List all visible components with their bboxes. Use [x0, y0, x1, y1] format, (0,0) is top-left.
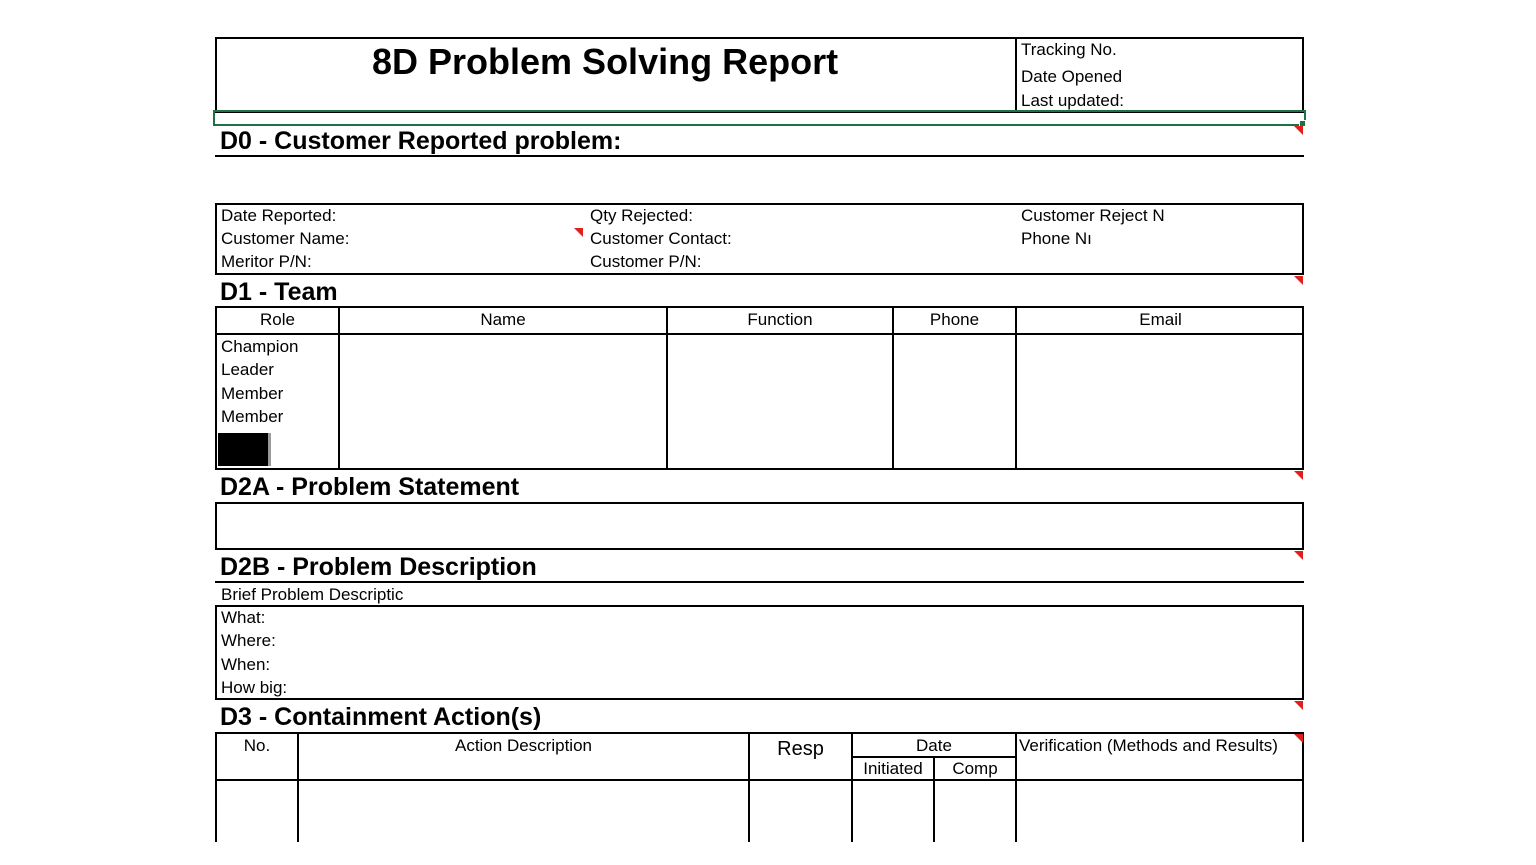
- containment-col-divider: [1015, 732, 1017, 842]
- redacted-block-edge: [268, 433, 271, 466]
- date-opened-label[interactable]: Date Opened: [1021, 67, 1123, 86]
- team-col-phone: Phone: [929, 310, 980, 329]
- how-big-label[interactable]: How big:: [221, 678, 288, 697]
- brief-description-label[interactable]: Brief Problem Descriptic: [221, 585, 404, 604]
- d2b-heading: D2B - Problem Description: [220, 553, 537, 581]
- team-role-leader[interactable]: Leader: [221, 360, 274, 379]
- report-title: 8D Problem Solving Report: [372, 41, 839, 82]
- containment-header-rule: [215, 779, 1304, 781]
- team-role-member[interactable]: Member: [221, 384, 284, 403]
- col-action-description: Action Description: [454, 736, 592, 755]
- team-col-divider: [338, 306, 340, 470]
- col-no: No.: [243, 736, 271, 755]
- team-col-email: Email: [1139, 310, 1182, 329]
- col-date: Date: [916, 736, 952, 755]
- team-col-name: Name: [480, 310, 526, 329]
- team-col-role: Role: [260, 310, 295, 329]
- d2a-heading: D2A - Problem Statement: [220, 473, 520, 501]
- d3-heading: D3 - Containment Action(s): [220, 703, 542, 731]
- customer-reject-label[interactable]: Customer Reject N: [1021, 206, 1165, 225]
- customer-contact-label[interactable]: Customer Contact:: [590, 229, 732, 248]
- col-comp: Comp: [952, 759, 998, 778]
- col-initiated: Initiated: [863, 759, 923, 778]
- team-col-divider: [1015, 306, 1017, 470]
- cell-selection[interactable]: [213, 110, 1306, 126]
- qty-rejected-label[interactable]: Qty Rejected:: [590, 206, 693, 225]
- comment-marker-icon[interactable]: [574, 228, 583, 237]
- team-role-champion[interactable]: Champion: [221, 337, 299, 356]
- col-resp: Resp: [777, 738, 824, 760]
- d0-heading: D0 - Customer Reported problem:: [220, 127, 622, 155]
- comment-marker-icon[interactable]: [1294, 734, 1303, 743]
- team-col-divider: [666, 306, 668, 470]
- team-col-function: Function: [747, 310, 813, 329]
- what-label[interactable]: What:: [221, 608, 266, 627]
- problem-statement-box[interactable]: [215, 502, 1304, 550]
- customer-pn-label[interactable]: Customer P/N:: [590, 252, 702, 271]
- tracking-no-label[interactable]: Tracking No.: [1021, 40, 1117, 59]
- when-label[interactable]: When:: [221, 655, 271, 674]
- comment-marker-icon[interactable]: [1294, 471, 1303, 480]
- d0-underline: [215, 155, 1304, 157]
- team-header-rule: [215, 333, 1304, 335]
- problem-description-box: [215, 605, 1304, 700]
- customer-name-label[interactable]: Customer Name:: [221, 229, 350, 248]
- comment-marker-icon[interactable]: [1294, 701, 1303, 710]
- last-updated-label[interactable]: Last updated:: [1021, 91, 1125, 110]
- where-label[interactable]: Where:: [221, 631, 276, 650]
- comment-marker-icon[interactable]: [1294, 276, 1303, 285]
- team-role-member[interactable]: Member: [221, 407, 284, 426]
- date-reported-label[interactable]: Date Reported:: [221, 206, 337, 225]
- d1-heading: D1 - Team: [220, 278, 338, 306]
- redacted-block: [218, 433, 268, 466]
- team-col-divider: [892, 306, 894, 470]
- meritor-pn-label[interactable]: Meritor P/N:: [221, 252, 312, 271]
- comment-marker-icon[interactable]: [1294, 551, 1303, 560]
- header-divider: [1015, 37, 1017, 113]
- d2b-underline: [215, 581, 1304, 583]
- team-table: [215, 306, 1304, 470]
- comment-marker-icon[interactable]: [1294, 126, 1303, 135]
- phone-label[interactable]: Phone Nı: [1021, 229, 1092, 248]
- col-verification: Verification (Methods and Results): [1019, 736, 1278, 755]
